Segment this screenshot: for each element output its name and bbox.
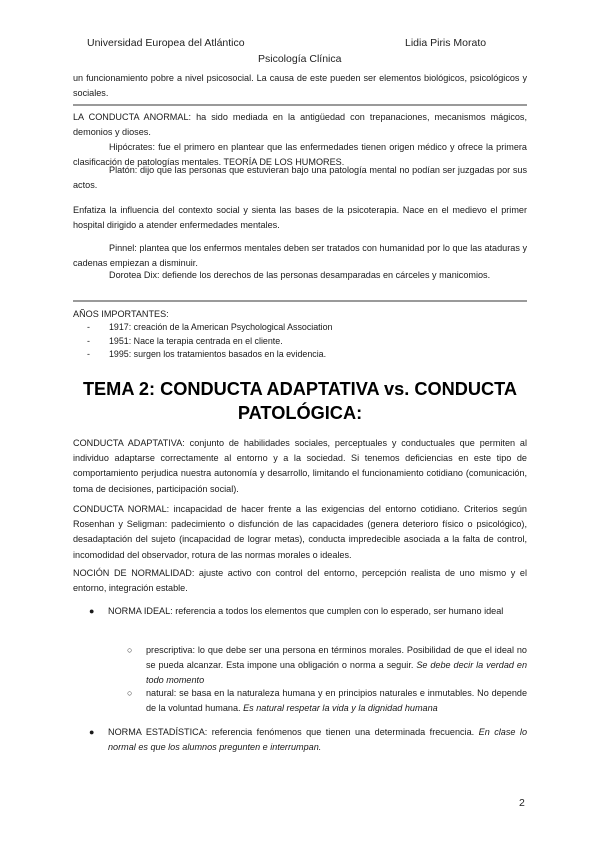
- year-item: 1917: creación de la American Psychological Association: [109, 322, 333, 332]
- section-divider: [73, 300, 527, 302]
- subbullet-marker: ○: [127, 688, 133, 698]
- hippocrates-paragraph: Hipócrates: fue el primero en plantear que las enfermedades tienen origen médico y ofrece la primera clasificación de patologías mentales. TEORÍA DE LOS HUMORES.: [73, 142, 527, 168]
- dorotea-dix-paragraph: Dorotea Dix: defiende los derechos de las personas desamparadas en cárceles y manicomios.: [109, 270, 491, 280]
- ideal-norm-item: [89, 604, 527, 619]
- header-university: Universidad Europea del Atlántico: [87, 37, 245, 49]
- adaptive-conduct-paragraph: CONDUCTA ADAPTATIVA: conjunto de habilidades sociales, perceptuales y conductuales que permiten al individuo adaptarse correctamente al entorno y a la sociedad. Si tenemos deficiencias en este tipo de comportamiento perjudica nuestra autonomía y desarrollo, limitando el funcionamiento cotidiano (comunicación, toma de decisiones, participación social).: [73, 438, 527, 494]
- list-item: [73, 335, 527, 349]
- prescriptive-norm-example: Se debe decir la verdad en todo momento: [146, 660, 527, 686]
- social-context-paragraph: Enfatiza la influencia del contexto social y sienta las bases de la psicoterapia. Nace en el medievo el primer hospital dirigido a atender enfermedades mentales.: [73, 205, 527, 231]
- header-author: Lidia Piris Morato: [405, 37, 487, 49]
- statistical-norm-example: En clase lo normal es que los alumnos pregunten e interrumpan.: [108, 727, 528, 753]
- header-subject: Psicología Clínica: [258, 53, 342, 65]
- year-item: 1951: Nace la terapia centrada en el cliente.: [109, 335, 283, 346]
- bullet-marker: ●: [89, 727, 95, 737]
- list-item: [73, 321, 527, 335]
- intro-paragraph: un funcionamiento pobre a nivel psicosocial. La causa de este pueden ser elementos biológicos, psicológicos y sociales.: [73, 73, 527, 99]
- prescriptive-norm-text: prescriptiva: lo que debe ser una persona en términos morales. Posibilidad de que el ideal no se pueda alcanzar. Esta impone una obligación o norma a seguir.: [146, 645, 527, 671]
- plato-paragraph: Platón: dijo que las personas que estuvieran bajo una patología mental no podían ser juzgadas por sus actos.: [73, 165, 527, 191]
- statistical-norm-item: [89, 725, 528, 755]
- pinnel-paragraph: Pinnel: plantea que los enfermos mentales deben ser tratados con humanidad por lo que las ataduras y cadenas empiezan a disminuir.: [73, 243, 527, 269]
- dash-marker: -: [87, 335, 90, 346]
- normal-conduct-paragraph: CONDUCTA NORMAL: incapacidad de hacer frente a las exigencias del entorno cotidiano. Criterios según Rosenhan y Seligman: padecimiento o disfunción de las capacidades (genera deterioro físico o psicológico), desadaptación del sujeto (incapacidad de lograr metas), conducta impredecible asociada a la falta de control, incomodidad del observador, rotura de las normas morales o ideales.: [73, 504, 527, 560]
- important-years-list: [73, 321, 527, 362]
- year-item: 1995: surgen los tratamientos basados en la evidencia.: [109, 349, 327, 360]
- subbullet-marker: ○: [127, 645, 133, 655]
- natural-norm-item: [127, 686, 527, 716]
- important-years-heading: AÑOS IMPORTANTES:: [73, 309, 169, 319]
- dash-marker: -: [87, 322, 90, 332]
- section-divider: [73, 104, 527, 106]
- bullet-marker: ●: [89, 606, 95, 616]
- list-item: [73, 348, 527, 362]
- ideal-norm-text: NORMA IDEAL: referencia a todos los elementos que cumplen con lo esperado, ser humano ideal: [108, 606, 504, 616]
- normality-notion-paragraph: NOCIÓN DE NORMALIDAD: ajuste activo con control del entorno, percepción realista de uno mismo y el entorno, integración estable.: [73, 568, 527, 594]
- prescriptive-norm-item: [127, 643, 527, 689]
- natural-norm-example: Es natural respetar la vida y la dignidad humana: [243, 703, 438, 714]
- natural-norm-text: natural: se basa en la naturaleza humana y en principios naturales e inmutables. No depende de la voluntad humana.: [146, 688, 527, 714]
- statistical-norm-text: NORMA ESTADÍSTICA: referencia fenómenos que tienen una determinada frecuencia.: [108, 727, 475, 737]
- topic-title: TEMA 2: CONDUCTA ADAPTATIVA vs. CONDUCTA PATOLÓGICA:: [82, 379, 518, 423]
- dash-marker: -: [87, 349, 90, 360]
- page-number: 2: [519, 797, 525, 809]
- abnormal-conduct-paragraph: LA CONDUCTA ANORMAL: ha sido mediada en la antigüedad con trepanaciones, mecanismos mágicos, demonios y dioses.: [73, 112, 527, 138]
